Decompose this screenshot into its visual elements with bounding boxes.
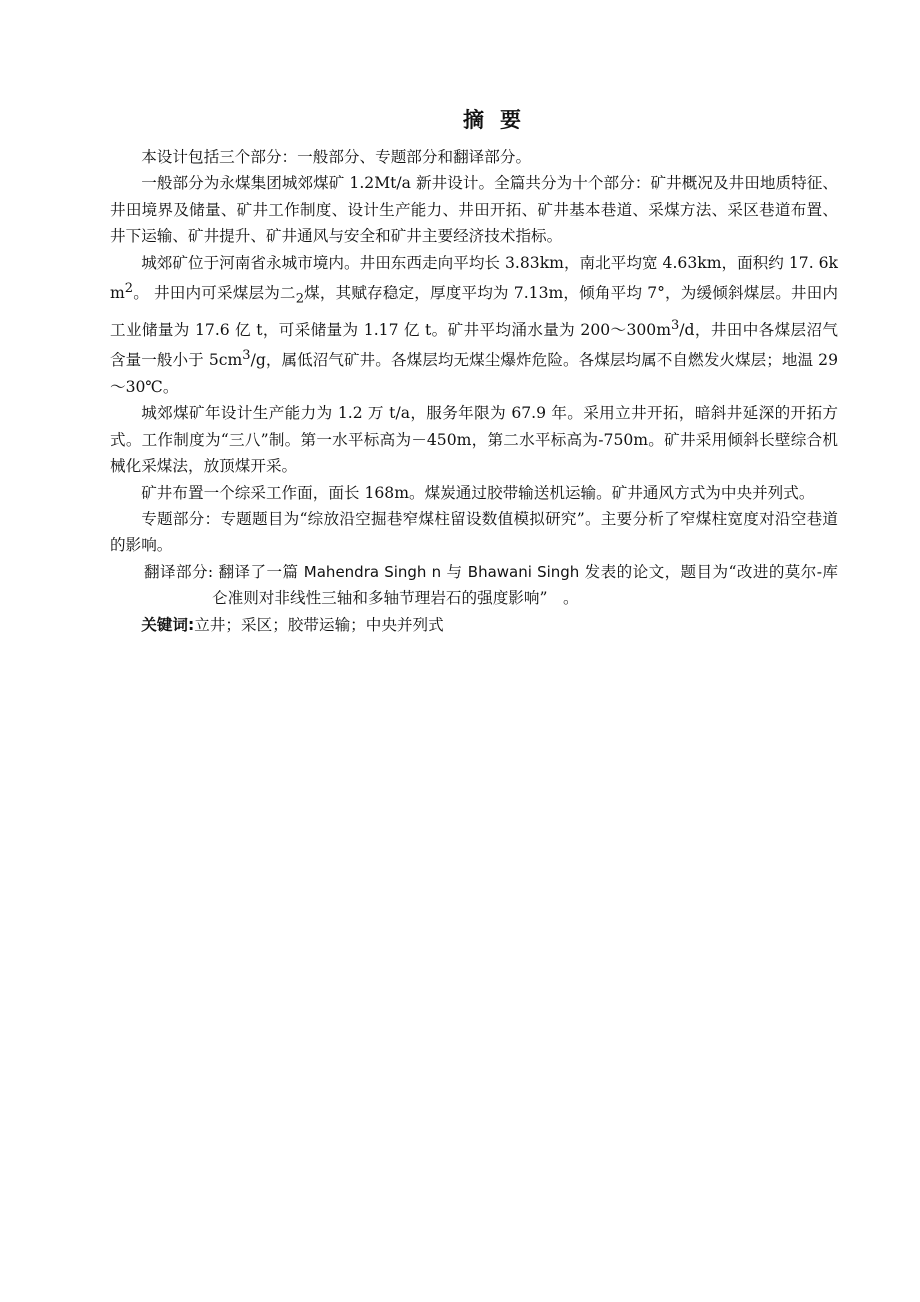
keywords-line — [110, 612, 838, 638]
keywords-value: 立井；采区；胶带运输；中央并列式 — [194, 615, 444, 634]
title-char-1: 摘 — [463, 108, 486, 132]
translation-author-2: Bhawani Singh — [467, 562, 580, 581]
paragraph-working-face: 矿井布置一个综采工作面，面长 168m。煤炭通过胶带输送机运输。矿井通风方式为中央并列式。 — [141, 483, 815, 502]
title-char-2: 要 — [500, 108, 523, 132]
paragraph-mine-location — [110, 250, 838, 401]
location-text-e: /g，属低沼气矿井。各煤层均无煤尘爆炸危险。各煤层均属不自燃发火煤层；地温 29～30℃。 — [110, 351, 838, 396]
superscript-3b: 3 — [242, 348, 251, 364]
superscript-2: 2 — [124, 281, 134, 297]
superscript-3a: 3 — [671, 317, 680, 333]
translation-label: 翻译部分: 翻译了一篇 — [144, 562, 304, 581]
paragraph-general-part: 一般部分为永煤集团城郊煤矿 1.2Mt/a 新井设计。全篇共分为十个部分：矿井概况及井田地质特征、井田境界及储量、矿井工作制度、设计生产能力、井田开拓、矿井基本巷道、采煤方法、采区巷道布置、井下运输、矿井提升、矿井通风与安全和矿井主要经济技术指标。 — [110, 174, 838, 246]
keywords-label: 关键词: — [141, 615, 195, 634]
location-text-d: /d，井田中各煤层沼气含量一般小于 5cm — [110, 320, 838, 370]
paragraph-special-topic: 专题部分：专题题目为“综放沿空掘巷窄煤柱留设数值模拟研究”。主要分析了窄煤柱宽度对沿空巷道的影响。 — [110, 509, 838, 555]
translation-mid: 与 — [441, 562, 468, 581]
location-text-b: 。 井田内可采煤层为二 — [133, 284, 296, 303]
translation-author-1: Mahendra Singh n — [303, 562, 442, 581]
paragraph-translation — [110, 559, 838, 612]
paragraph-capacity: 城郊煤矿年设计生产能力为 1.2 万 t/a，服务年限为 67.9 年。采用立井开拓，暗斜井延深的开拓方式。工作制度为“三八”制。第一水平标高为－450m，第二水平标高为-750m。矿井采用倾斜长壁综合机械化采煤法，放顶煤开采。 — [110, 404, 838, 476]
abstract-body — [110, 144, 838, 638]
location-text-c: 煤，其赋存稳定，厚度平均为 7.13m，倾角平均 7°，为缓倾斜煤层。井田内工业储量为 17.6 亿 t，可采储量为 1.17 亿 t。矿井平均涌水量为 200～300m — [110, 284, 839, 339]
paragraph-overview: 本设计包括三个部分：一般部分、专题部分和翻译部分。 — [141, 148, 532, 166]
location-text-a: 城郊矿位于河南省永城市境内。井田东西走向平均长 3.83km，南北平均宽 4.63km，面积约 17. 6km — [110, 253, 838, 303]
abstract-title — [0, 106, 920, 134]
subscript-2: 2 — [295, 291, 304, 307]
translation-rest: 发表的论文，题目为“改进的莫尔-库仑准则对非线性三轴和多轴节理岩石的强度影响” 。 — [212, 562, 839, 608]
